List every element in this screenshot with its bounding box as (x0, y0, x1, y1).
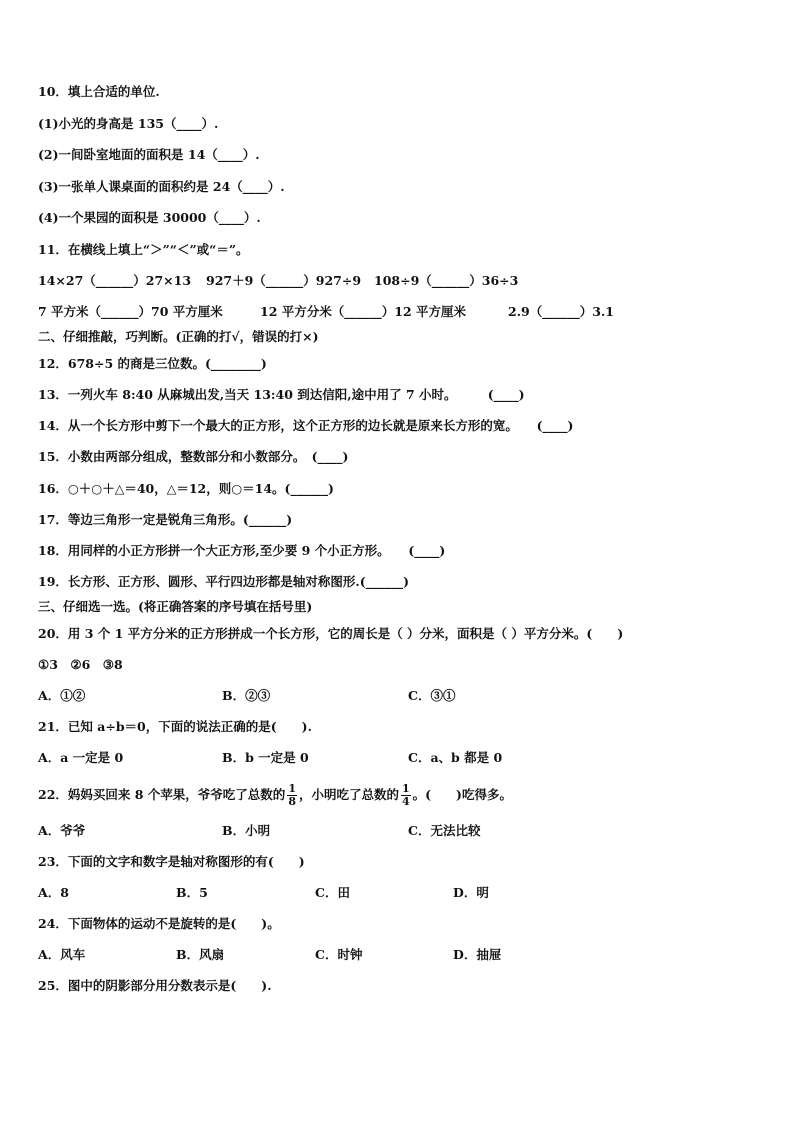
question-10-title: 10．填上合适的单位. (38, 84, 160, 99)
option-d: D．抽屉 (453, 947, 502, 962)
question-19: 19．长方形、正方形、圆形、平行四边形都是轴对称图形.(______) (38, 574, 410, 589)
compare-item: 7 平方米（______）70 平方厘米 (38, 304, 223, 319)
question-13: 13．一列火车 8:40 从麻城出发,当天 13:40 到达信阳,途中用了 7 小时。 (____) (38, 387, 525, 402)
option-c: C．③① (408, 688, 456, 703)
question-25-stem: 25．图中的阴影部分用分数表示是( ). (38, 978, 272, 993)
question-14: 14．从一个长方形中剪下一个最大的正方形，这个正方形的边长就是原来长方形的宽。 (____) (38, 418, 574, 433)
question-23-stem: 23．下面的文字和数字是轴对称图形的有( ) (38, 854, 305, 869)
stem-part-2: ，小明吃了总数的 (298, 787, 399, 802)
compare-item: 12 平方分米（______）12 平方厘米 (260, 304, 466, 319)
question-15: 15．小数由两部分组成，整数部分和小数部分。 (____) (38, 449, 349, 464)
compare-item: 14×27（______）27×13 (38, 273, 192, 288)
fraction-one-quarter: $\frac{1}{4}$ (401, 782, 410, 808)
section-3-heading: 三、仔细选一选。(将正确答案的序号填在括号里) (38, 599, 313, 614)
option-b: B．风扇 (176, 947, 225, 962)
question-10-item-2: (2)一间卧室地面的面积是 14（____）. (38, 147, 260, 162)
question-11-title: 11．在横线上填上“＞”“＜”或“＝”。 (38, 242, 249, 257)
question-12: 12．678÷5 的商是三位数。(________) (38, 356, 267, 371)
stem-part-1: 22．妈妈买回来 8 个苹果，爷爷吃了总数的 (38, 787, 286, 802)
compare-item: 108÷9（______）36÷3 (374, 273, 519, 288)
compare-item: 927＋9（______）927÷9 (206, 273, 362, 288)
option-a: A．风车 (38, 947, 86, 962)
option-a: A．8 (38, 885, 69, 900)
option-c: C．田 (315, 885, 350, 900)
question-22-stem (38, 782, 764, 808)
question-16: 16．○＋○＋△＝40，△＝12，则○＝14。(______) (38, 481, 334, 496)
question-20-values: ①3 ②6 ③8 (38, 657, 123, 672)
stem-part-3: 。( )吃得多。 (412, 787, 512, 802)
option-c: C．无法比较 (408, 823, 481, 838)
question-17: 17．等边三角形一定是锐角三角形。(______) (38, 512, 293, 527)
option-b: B．小明 (222, 823, 271, 838)
option-d: D．明 (453, 885, 489, 900)
compare-item: 2.9（______）3.1 (508, 304, 614, 319)
question-10-item-3: (3)一张单人课桌面的面积约是 24（____）. (38, 179, 285, 194)
option-a: A．爷爷 (38, 823, 86, 838)
option-a: A．①② (38, 688, 86, 703)
option-a: A．a 一定是 0 (38, 750, 124, 765)
question-18: 18．用同样的小正方形拼一个大正方形,至少要 9 个小正方形。 (____) (38, 543, 446, 558)
question-10-item-4: (4)一个果园的面积是 30000（____）. (38, 210, 261, 225)
question-24-stem: 24．下面物体的运动不是旋转的是( )。 (38, 916, 280, 931)
option-c: C．时钟 (315, 947, 363, 962)
option-b: B．5 (176, 885, 208, 900)
question-10-item-1: (1)小光的身高是 135（____）. (38, 116, 219, 131)
option-b: B．②③ (222, 688, 271, 703)
option-c: C．a、b 都是 0 (408, 750, 503, 765)
option-b: B．b 一定是 0 (222, 750, 309, 765)
section-2-heading: 二、仔细推敲，巧判断。(正确的打√，错误的打×) (38, 329, 319, 344)
fraction-one-eighth: $\frac{1}{8}$ (288, 782, 296, 808)
question-21-stem: 21．已知 a÷b＝0，下面的说法正确的是( ). (38, 719, 312, 734)
question-20-stem: 20．用 3 个 1 平方分米的正方形拼成一个长方形，它的周长是（ ）分米，面积是（ ）平方分米。( ) (38, 626, 624, 641)
